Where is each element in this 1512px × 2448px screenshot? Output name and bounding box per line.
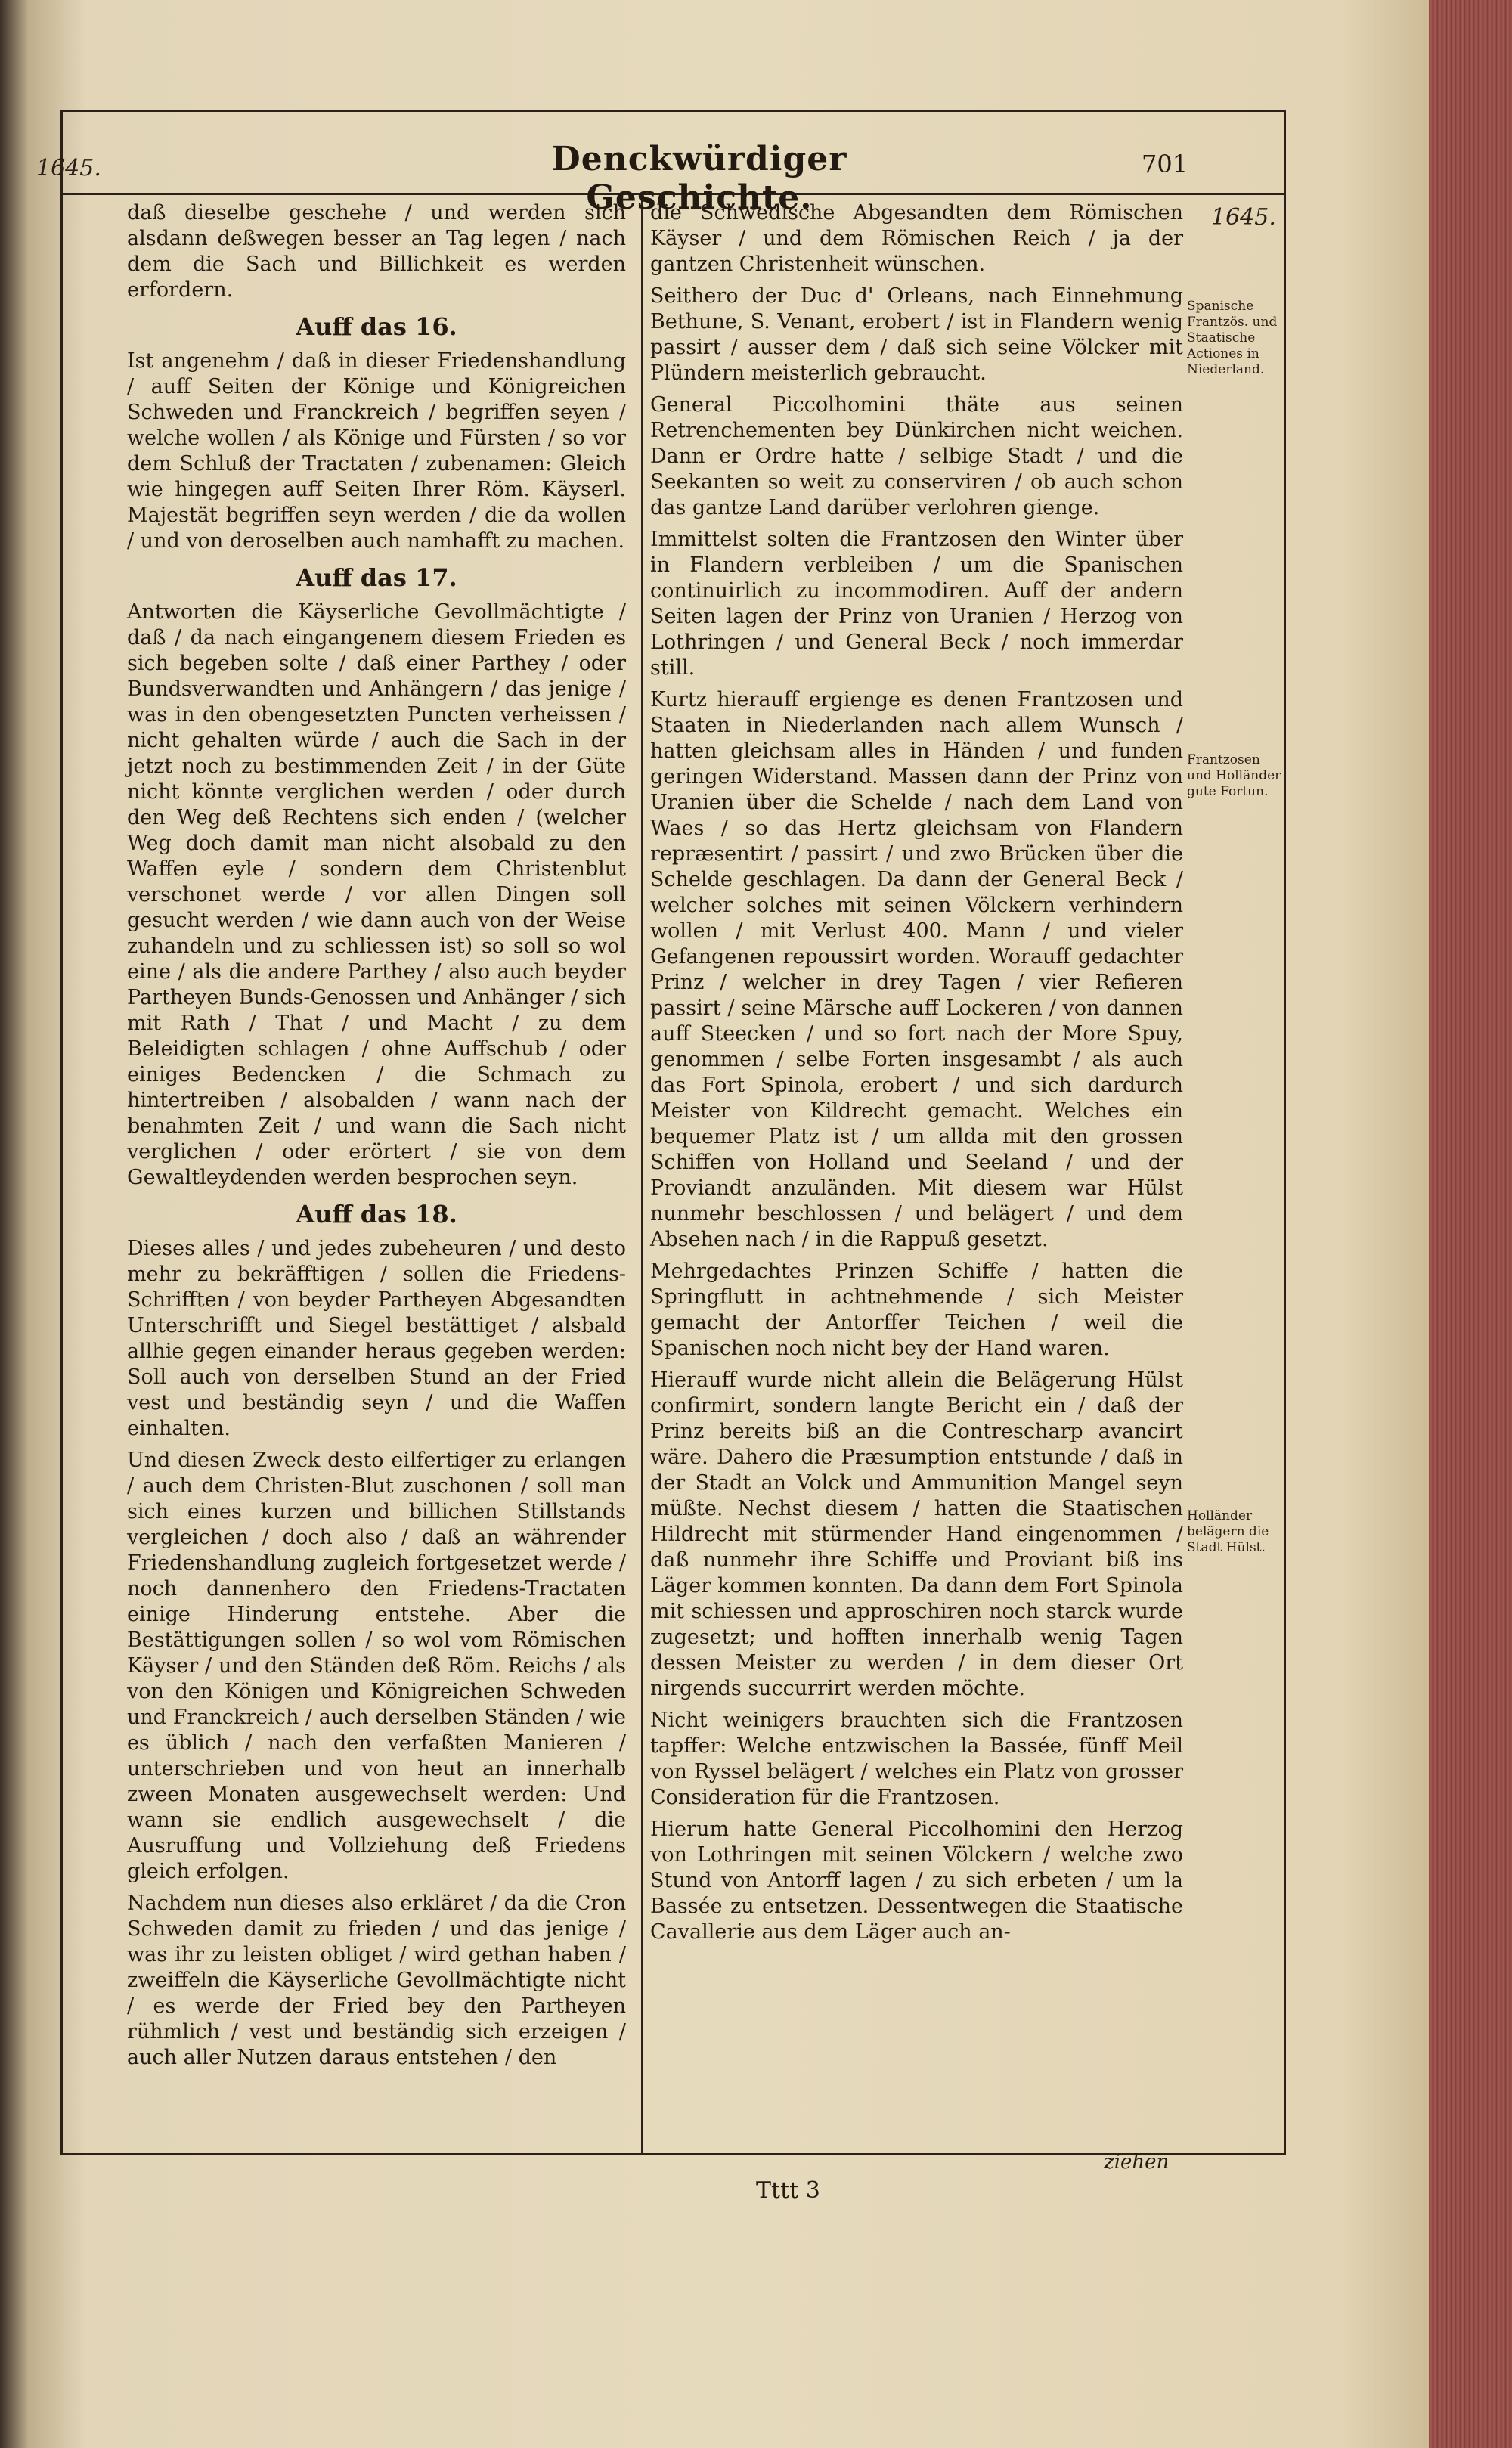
left-intro: daß dieselbe geschehe / und werden sich alsdann deßwegen besser an Tag legen / nach dem die Sach und Billichkeit es werden erfordern. [127,201,626,302]
right-paragraph-6: Mehrgedachtes Prinzen Schiffe / hatten die Springflutt in achtnehmende / sich Meister gemacht der Antorffer Teichen / weil die Spanischen noch nicht bey der Hand waren. [650,1260,1183,1360]
section-18-paragraph-3: Nachdem nun dieses also erkläret / da die Cron Schweden damit zu frieden / und das jenige / was ihr zu leisten obliget / wird gethan haben / zweiffeln die Käyserliche Gevollmächtigte nicht / es werde der Fried bey den Partheyen rühmlich / vest und beständig sich erzeigen / auch aller Nutzen daraus entstehen / den [127,1892,626,2069]
right-paragraph-1: die Schwedische Abgesandten dem Römischen Käyser / und dem Römischen Reich / ja der gantzen Christenheit wünschen. [650,201,1183,276]
section-heading-18: Auff das 18. [296,1200,457,1229]
right-column [650,200,1183,1951]
right-paragraph-9: Hierum hatte General Piccolhomini den Herzog von Lothringen mit seinen Völckern / welche zwo Stund von Antorff lagen / zu sich erbeten / um la Bassée zu entsetzen. Dessentwegen die Staatische Cavallerie aus dem Läger auch an- [650,1817,1183,1944]
running-title: Denckwürdiger Geschichte. [551,140,847,217]
margin-year-left: 1645. [36,155,101,181]
section-heading-17: Auff das 17. [296,563,457,592]
margin-note-2: Frantzosen und Holländer gute Fortun. [1187,752,1281,799]
section-heading-16: Auff das 16. [296,312,457,341]
margin-year-right: 1645. [1211,204,1276,231]
right-paragraph-8: Nicht weinigers brauchten sich die Frantzosen tapffer: Welche entzwischen la Bassée, fünff Meil von Ryssel belägert / welches ein Platz von grosser Consideration für die Frantzosen. [650,1709,1183,1809]
signature-mark: Tttt 3 [756,2177,820,2204]
section-17-paragraph: Antworten die Käyserliche Gevollmächtigte / daß / da nach eingangenem diesem Frieden es sich begeben solte / daß einer Parthey / oder Bundsverwandten und Anhängern / das jenige / was in den obengesetzten Puncten verheissen / nicht gehalten würde / auch die Sach in der jetzt noch zu bestimmenden Zeit / in der Güte nicht könnte verglichen werden / oder durch den Weg deß Rechtens sich enden / (welcher Weg doch damit man nicht alsobald zu den Waffen eyle / sondern dem Christenblut verschonet werde / vor allen Dingen soll gesucht werden / wie dann auch von der Weise zuhandeln und zu schliessen ist) so soll so wol eine / als die andere Parthey / also auch beyder Partheyen Bunds-Genossen und Anhänger / sich mit Rath / That / und Macht / zu dem Beleidigten schlagen / ohne Auffschub / oder einiges Bedencken / die Schmach zu hintertreiben / alsobalden / wann nach der benahmten Zeit / und wann die Sach nicht verglichen / oder erörtert / sie von dem Gewaltleydenden werden besprochen seyn. [127,600,626,1189]
margin-note-1: Spanische Frantzös. und Staatische Actiones in Niederland. [1187,299,1278,377]
section-16-paragraph: Ist angenehm / daß in dieser Friedenshandlung / auff Seiten der Könige und Königreichen Schweden und Franckreich / begriffen seyen / welche wollen / als Könige und Fürsten / so vor dem Schluß der Tractaten / zubenamen: Gleich wie hingegen auff Seiten Ihrer Röm. Käyserl. Majestät begriffen seyn werden / die da wollen / und von deroselben auch namhafft zu machen. [127,349,626,553]
column-rule [641,195,643,2153]
page-number: 701 [1142,150,1188,178]
left-column [127,200,626,2077]
section-18-paragraph-1: Dieses alles / und jedes zubeheuren / und desto mehr zu bekräfftigen / sollen die Friedens-Schrifften / von beyder Partheyen Abgesandten Unterschrifft und Siegel bestättiget / alsbald allhie gegen einander heraus gegeben werden: Soll auch von derselben Stund an der Fried vest und beständig seyn / und die Waffen einhalten. [127,1237,626,1440]
right-paragraph-3: General Piccolhomini thäte aus seinen Retrenchementen bey Dünkirchen nicht weichen. Dann er Ordre hatte / selbige Stadt / und die Seekanten so weit zu conserviren / ob auch schon das gantze Land darüber verlohren gienge. [650,393,1183,519]
margin-note-3: Holländer belägern die Stadt Hülst. [1187,1508,1269,1555]
section-18-paragraph-2: Und diesen Zweck desto eilfertiger zu erlangen / auch dem Christen-Blut zuschonen / soll man sich eines kurzen und billichen Stillstands vergleichen / doch also / daß an währender Friedenshandlung zugleich fortgesetzet werde / noch dannenhero den Friedens-Tractaten einige Hinderung entstehe. Aber die Bestättigungen sollen / so wol vom Römischen Käyser / und den Ständen deß Röm. Reichs / als von den Königen und Königreichen Schweden und Franckreich / auch derselben Ständen / wie es üblich / nach den verfaßten Manieren / unterschrieben und von heut an innerhalb zween Monaten ausgewechselt werden: Und wann sie endlich ausgewechselt / die Ausruffung und Vollziehung deß Friedens gleich erfolgen. [127,1449,626,1883]
right-paragraph-2: Seithero der Duc d' Orleans, nach Einnehmung Bethune, S. Venant, erobert / ist in Flandern wenig passirt / ausser dem / daß sich seine Völcker mit Plündern meisterlich gebraucht. [650,284,1183,385]
right-paragraph-4: Immittelst solten die Frantzosen den Winter über in Flandern verbleiben / um die Spanischen continuirlich zu incommodiren. Auff der andern Seiten lagen der Prinz von Uranien / Herzog von Lothringen / und General Beck / noch immerdar still. [650,528,1183,680]
right-paragraph-7: Hierauff wurde nicht allein die Belägerung Hülst confirmirt, sondern langte Bericht ein / daß der Prinz bereits biß an die Contrescharp avancirt wäre. Dahero die Præsumption entstunde / daß in der Stadt an Volck und Ammunition Mangel seyn müßte. Nechst diesem / hatten die Staatischen Hildrecht mit stürmender Hand eingenommen / daß nunmehr ihre Schiffe und Proviant biß ins Läger kommen konnten. Da dann dem Fort Spinola mit schiessen und approschiren noch starck wurde zugesetzt; und hofften innerhalb wenig Tagen dessen Meister zu werden / in dem dieser Ort nirgends succurrirt werden möchte. [650,1368,1183,1700]
catchword: ziehen [1104,2151,1170,2174]
page-edge [1429,0,1512,2448]
right-paragraph-5: Kurtz hierauff ergienge es denen Frantzosen und Staaten in Niederlanden nach allem Wunsch / hatten gleichsam alles in Händen / und funden geringen Widerstand. Massen dann der Prinz von Uranien über die Schelde / nach dem Land von Waes / so das Hertz gleichsam von Flandern repræsentirt / passirt / und zwo Brücken über die Schelde geschlagen. Da dann der General Beck / welcher solches mit seinen Völckern verhindern wollen / mit Verlust 400. Mann / und vieler Gefangenen repoussirt worden. Worauff gedachter Prinz / welcher in drey Tagen / vier Refieren passirt / seine Märsche auff Lockeren / von dannen auff Steecken / und so fort nach der More Spuy, genommen / selbe Forten insgesambt / als auch das Fort Spinola, erobert / und sich dardurch Meister von Kildrecht gemacht. Welches ein bequemer Platz ist / um allda mit den grossen Schiffen von Holland und Seeland / und der Proviandt anzuländen. Mit diesem war Hülst nunmehr beschlossen / und belägert / und dem Absehen nach / in die Rappuß gesetzt. [650,688,1183,1251]
